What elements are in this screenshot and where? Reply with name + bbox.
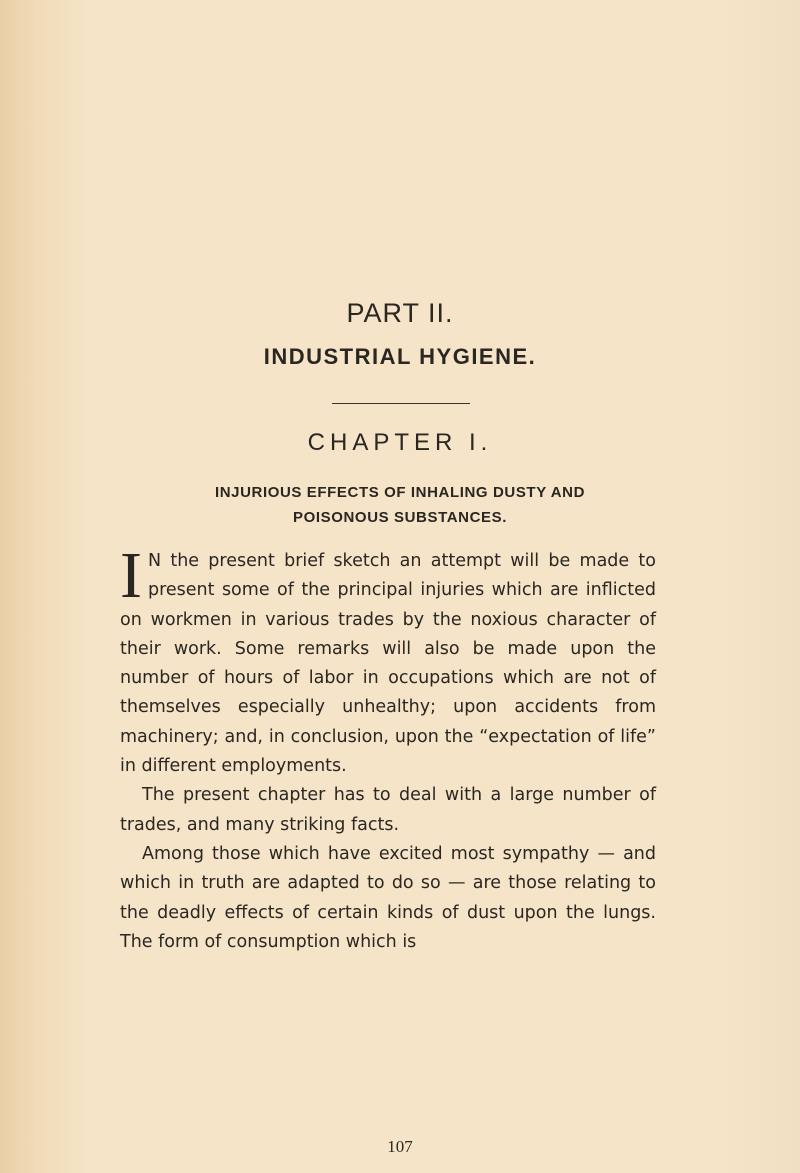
paragraph-1-text: N the present brief sketch an attempt will be made to present some of the principal injuries which are inflicted on workmen in various trades by the noxious character of their work. Some remarks will also be made upon the number of hours of labor in occupations which are not of themselves especially unhealthy; upon accidents from machinery; and, in conclusion, upon the “expectation of life” in different employments. [120, 551, 656, 777]
section-divider [332, 403, 470, 404]
body-text [120, 539, 656, 957]
page-number: 107 [387, 1137, 413, 1156]
paragraph-2: The present chapter has to deal with a large number of trades, and many striking facts. [120, 785, 656, 835]
part-subtitle: INDUSTRIAL HYGIENE. [263, 344, 537, 369]
chapter-heading [130, 480, 670, 530]
paragraph-3: Among those which have excited most sympathy — and which in truth are adapted to do so — are those relating to the deadly effects of certain kinds of dust upon the lungs. The form of consumption which is [120, 843, 656, 952]
chapter-title: CHAPTER I. [307, 429, 493, 456]
part-title: PART II. [346, 298, 454, 328]
drop-cap: I [120, 539, 142, 612]
paragraph-1 [120, 539, 656, 781]
chapter-heading-line-1: INJURIOUS EFFECTS OF INHALING DUSTY AND [214, 484, 586, 501]
chapter-heading-line-2: POISONOUS SUBSTANCES. [292, 509, 508, 526]
